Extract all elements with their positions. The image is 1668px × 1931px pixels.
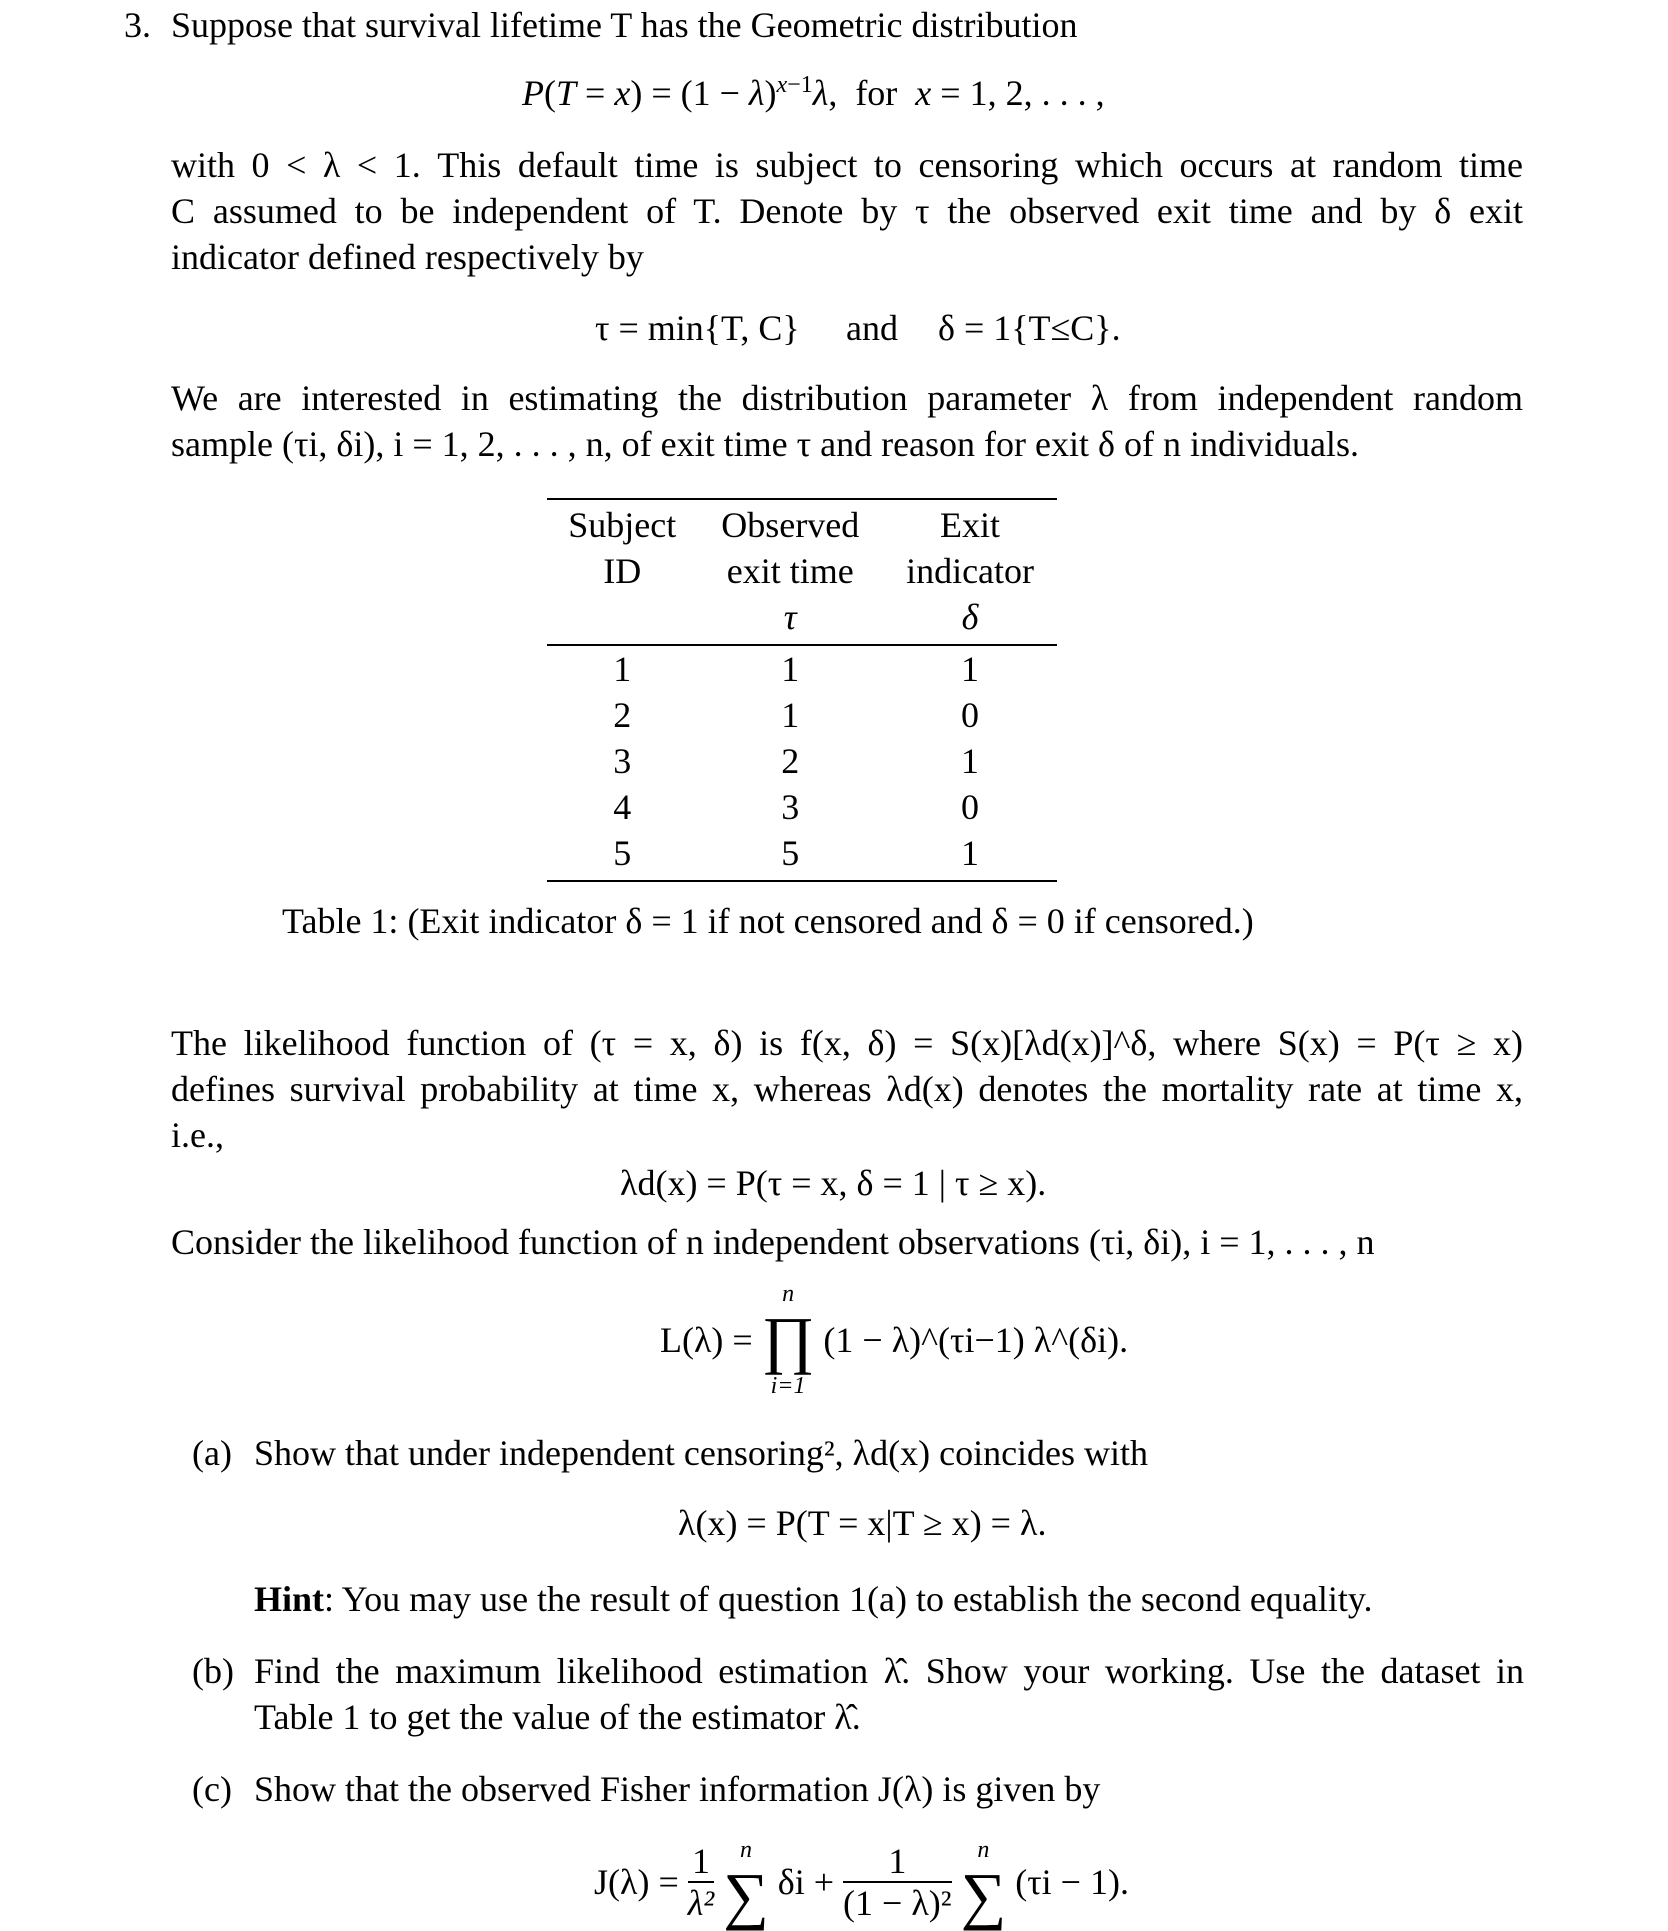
paragraph-1-line-1: with 0 < λ < 1. This default time is subject to censoring which occurs at random time [171, 145, 1523, 185]
product-upper: n [782, 1281, 795, 1307]
table-cell: 1 [613, 649, 632, 689]
table-cell: 5 [697, 830, 883, 881]
part-b-line-1: Find the maximum likelihood estimation λ̂. Show your working. Use the dataset in [254, 1651, 1524, 1691]
table-row [547, 830, 1057, 881]
table-cell: 1 [781, 695, 800, 735]
table-cell: 1 [883, 830, 1057, 881]
question-intro: Suppose that survival lifetime T has the Geometric distribution [171, 5, 1078, 45]
table-cell: 1 [961, 649, 980, 689]
J-term-1: δi + [777, 1862, 835, 1902]
paragraph-2-line-1: We are interested in estimating the distribution parameter λ from independent random [171, 378, 1523, 418]
fisher-formula [594, 1836, 1129, 1931]
mortality-definition: λd(x) = P(τ = x, δ = 1 | τ ≥ x). [620, 1163, 1047, 1203]
header-id: ID [603, 551, 642, 591]
header-blank [547, 594, 697, 645]
table-row [547, 645, 1057, 692]
paragraph-1-line-3: indicator defined respectively by [171, 237, 644, 277]
table-cell: 2 [613, 695, 632, 735]
data-table [547, 498, 1057, 882]
and-word: and [846, 308, 898, 348]
table-cell: 0 [961, 787, 980, 827]
sum-1-upper: n [739, 1837, 752, 1863]
delta-definition: δ = 1{T≤C}. [938, 308, 1121, 348]
table-cell: 2 [781, 741, 800, 781]
part-a-text: Show that under independent censoring², λd(x) coincides with [254, 1433, 1149, 1473]
table-row [547, 784, 1057, 830]
header-tau: τ [697, 594, 883, 645]
part-a-label: (a) [192, 1433, 232, 1473]
header-observed: Observed [697, 499, 883, 548]
sum-operator-1 [723, 1836, 769, 1931]
hint-label: Hint [254, 1579, 325, 1619]
hint-line [254, 1576, 1373, 1622]
part-c-label: (c) [192, 1769, 232, 1809]
pmf-formula: $P(T = x) = (1 - \lambda)^{x-1}\lambda$, for x = 1, 2, . . . , [522, 72, 1105, 113]
L-body: (1 − λ)^(τi−1) λ^(δi). [823, 1320, 1129, 1360]
part-b-line-2: Table 1 to get the value of the estimator λ̂. [254, 1697, 861, 1737]
fraction-1-den: λ² [687, 1883, 715, 1923]
consider-line: Consider the likelihood function of n independent observations (τi, δi), i = 1, . . . , n [171, 1222, 1375, 1262]
table-header-row [547, 499, 1057, 548]
header-delta: δ [883, 594, 1057, 645]
product-operator [762, 1280, 815, 1400]
table-cell: 3 [781, 787, 800, 827]
fraction-2-num: 1 [843, 1841, 952, 1883]
product-lower: i=1 [770, 1373, 806, 1399]
table-row [547, 738, 1057, 784]
fraction-1 [688, 1841, 714, 1923]
table-row [547, 692, 1057, 738]
product-icon: ∏ [761, 1304, 815, 1375]
table-cell: 5 [547, 830, 697, 881]
question-number: 3. [124, 5, 151, 45]
likelihood-line-3: i.e., [171, 1115, 224, 1155]
fraction-2 [843, 1841, 952, 1923]
header-exit-time: exit time [726, 551, 854, 591]
table-cell: 3 [613, 741, 632, 781]
header-subject: Subject [547, 499, 697, 548]
table-cell: 0 [961, 695, 980, 735]
table-caption: Table 1: (Exit indicator δ = 1 if not censored and δ = 0 if censored.) [282, 901, 1254, 941]
likelihood-formula [660, 1280, 1128, 1400]
part-a-formula: λ(x) = P(T = x|T ≥ x) = λ. [678, 1503, 1047, 1543]
table-cell: 4 [613, 787, 632, 827]
part-c-text: Show that the observed Fisher information J(λ) is given by [254, 1769, 1101, 1809]
L-lhs: L(λ) = [660, 1320, 753, 1360]
sum-2-upper: n [977, 1837, 990, 1863]
sum-icon: ∑ [960, 1860, 1007, 1931]
header-exit: Exit [883, 499, 1057, 548]
likelihood-line-2: defines survival probability at time x, whereas λd(x) denotes the mortality rate at time x, [171, 1069, 1523, 1109]
fraction-1-num: 1 [688, 1841, 714, 1883]
sum-icon: ∑ [723, 1860, 769, 1931]
J-term-2: (τi − 1). [1015, 1862, 1129, 1902]
table-header-row [547, 594, 1057, 645]
part-b-label: (b) [192, 1651, 234, 1691]
likelihood-line-1: The likelihood function of (τ = x, δ) is f(x, δ) = S(x)[λd(x)]^δ, where S(x) = P(τ ≥ x) [171, 1023, 1523, 1063]
table-cell: 1 [781, 649, 800, 689]
header-indicator: indicator [906, 551, 1035, 591]
hint-text: : You may use the result of question 1(a) to establish the second equality. [324, 1579, 1373, 1619]
table-header-row [547, 548, 1057, 594]
J-lhs: J(λ) = [594, 1862, 679, 1902]
tau-definition: τ = min{T, C} [595, 308, 800, 348]
paragraph-2-line-2: sample (τi, δi), i = 1, 2, . . . , n, of exit time τ and reason for exit δ of n individuals. [171, 424, 1359, 464]
fraction-2-den: (1 − λ)² [843, 1883, 952, 1923]
sum-operator-2 [960, 1836, 1007, 1931]
table-cell: 1 [961, 741, 980, 781]
paragraph-1-line-2: C assumed to be independent of T. Denote by τ the observed exit time and by δ exit [171, 191, 1523, 231]
